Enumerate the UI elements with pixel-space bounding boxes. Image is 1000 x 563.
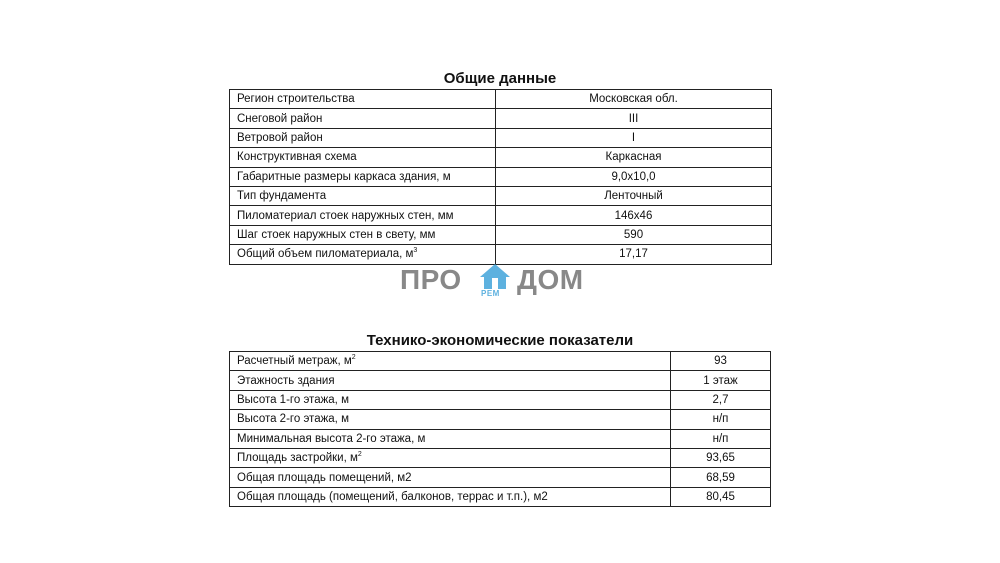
row-label: Регион строительства	[230, 90, 496, 109]
table-row	[230, 90, 772, 109]
unit-superscript: 2	[357, 451, 362, 459]
row-label-cell	[230, 448, 671, 467]
logo-word-left: ПРО	[400, 264, 462, 295]
table-row	[230, 167, 772, 186]
row-value: 1 этаж	[671, 371, 771, 390]
table-row	[230, 148, 772, 167]
row-value: 93	[671, 352, 771, 371]
table-row	[230, 128, 772, 147]
table-row	[230, 109, 772, 128]
prodom-watermark-logo	[400, 262, 600, 300]
row-label: Ветровой район	[230, 128, 496, 147]
row-value: I	[496, 128, 772, 147]
row-value: н/п	[671, 410, 771, 429]
row-label: Конструктивная схема	[230, 148, 496, 167]
table-row	[230, 225, 772, 244]
row-value: Московская обл.	[496, 90, 772, 109]
row-value: 17,17	[496, 245, 772, 264]
row-label: Этажность здания	[230, 371, 671, 390]
row-value: н/п	[671, 429, 771, 448]
table-row	[230, 186, 772, 205]
row-label: Высота 2-го этажа, м	[230, 410, 671, 429]
table-row	[230, 429, 771, 448]
table-row	[230, 352, 771, 371]
row-value: III	[496, 109, 772, 128]
row-value: 93,65	[671, 448, 771, 467]
row-value: 80,45	[671, 487, 771, 506]
row-label: Общий объем пиломатериала, м	[237, 248, 414, 261]
unit-superscript: 2	[351, 354, 356, 362]
logo-small-text: РЕМ	[481, 289, 500, 298]
table-row	[230, 371, 771, 390]
technical-indicators-table	[229, 351, 771, 507]
row-value: 9,0х10,0	[496, 167, 772, 186]
table-row	[230, 390, 771, 409]
row-label: Тип фундамента	[230, 186, 496, 205]
row-label: Высота 1-го этажа, м	[230, 390, 671, 409]
row-label: Пиломатериал стоек наружных стен, мм	[230, 206, 496, 225]
row-value: 68,59	[671, 468, 771, 487]
row-value: Ленточный	[496, 186, 772, 205]
row-label: Снеговой район	[230, 109, 496, 128]
row-label: Площадь застройки, м	[237, 452, 358, 465]
row-label-cell	[230, 352, 671, 371]
general-data-table	[229, 89, 772, 265]
section-title-technical-indicators: Технико-экономические показатели	[366, 332, 634, 349]
row-label: Общая площадь помещений, м2	[230, 468, 671, 487]
row-value: Каркасная	[496, 148, 772, 167]
section-title-general-data: Общие данные	[443, 70, 557, 87]
row-value: 146х46	[496, 206, 772, 225]
row-value: 2,7	[671, 390, 771, 409]
row-label: Габаритные размеры каркаса здания, м	[230, 167, 496, 186]
table-row	[230, 448, 771, 467]
logo-word-right: ДОМ	[517, 264, 584, 295]
unit-superscript: 3	[413, 247, 418, 255]
row-value: 590	[496, 225, 772, 244]
table-row	[230, 206, 772, 225]
table-row	[230, 487, 771, 506]
table-row	[230, 410, 771, 429]
row-label: Общая площадь (помещений, балконов, террас и т.п.), м2	[230, 487, 671, 506]
row-label: Расчетный метраж, м	[237, 355, 352, 368]
row-label: Минимальная высота 2-го этажа, м	[230, 429, 671, 448]
table-row	[230, 468, 771, 487]
row-label: Шаг стоек наружных стен в свету, мм	[230, 225, 496, 244]
